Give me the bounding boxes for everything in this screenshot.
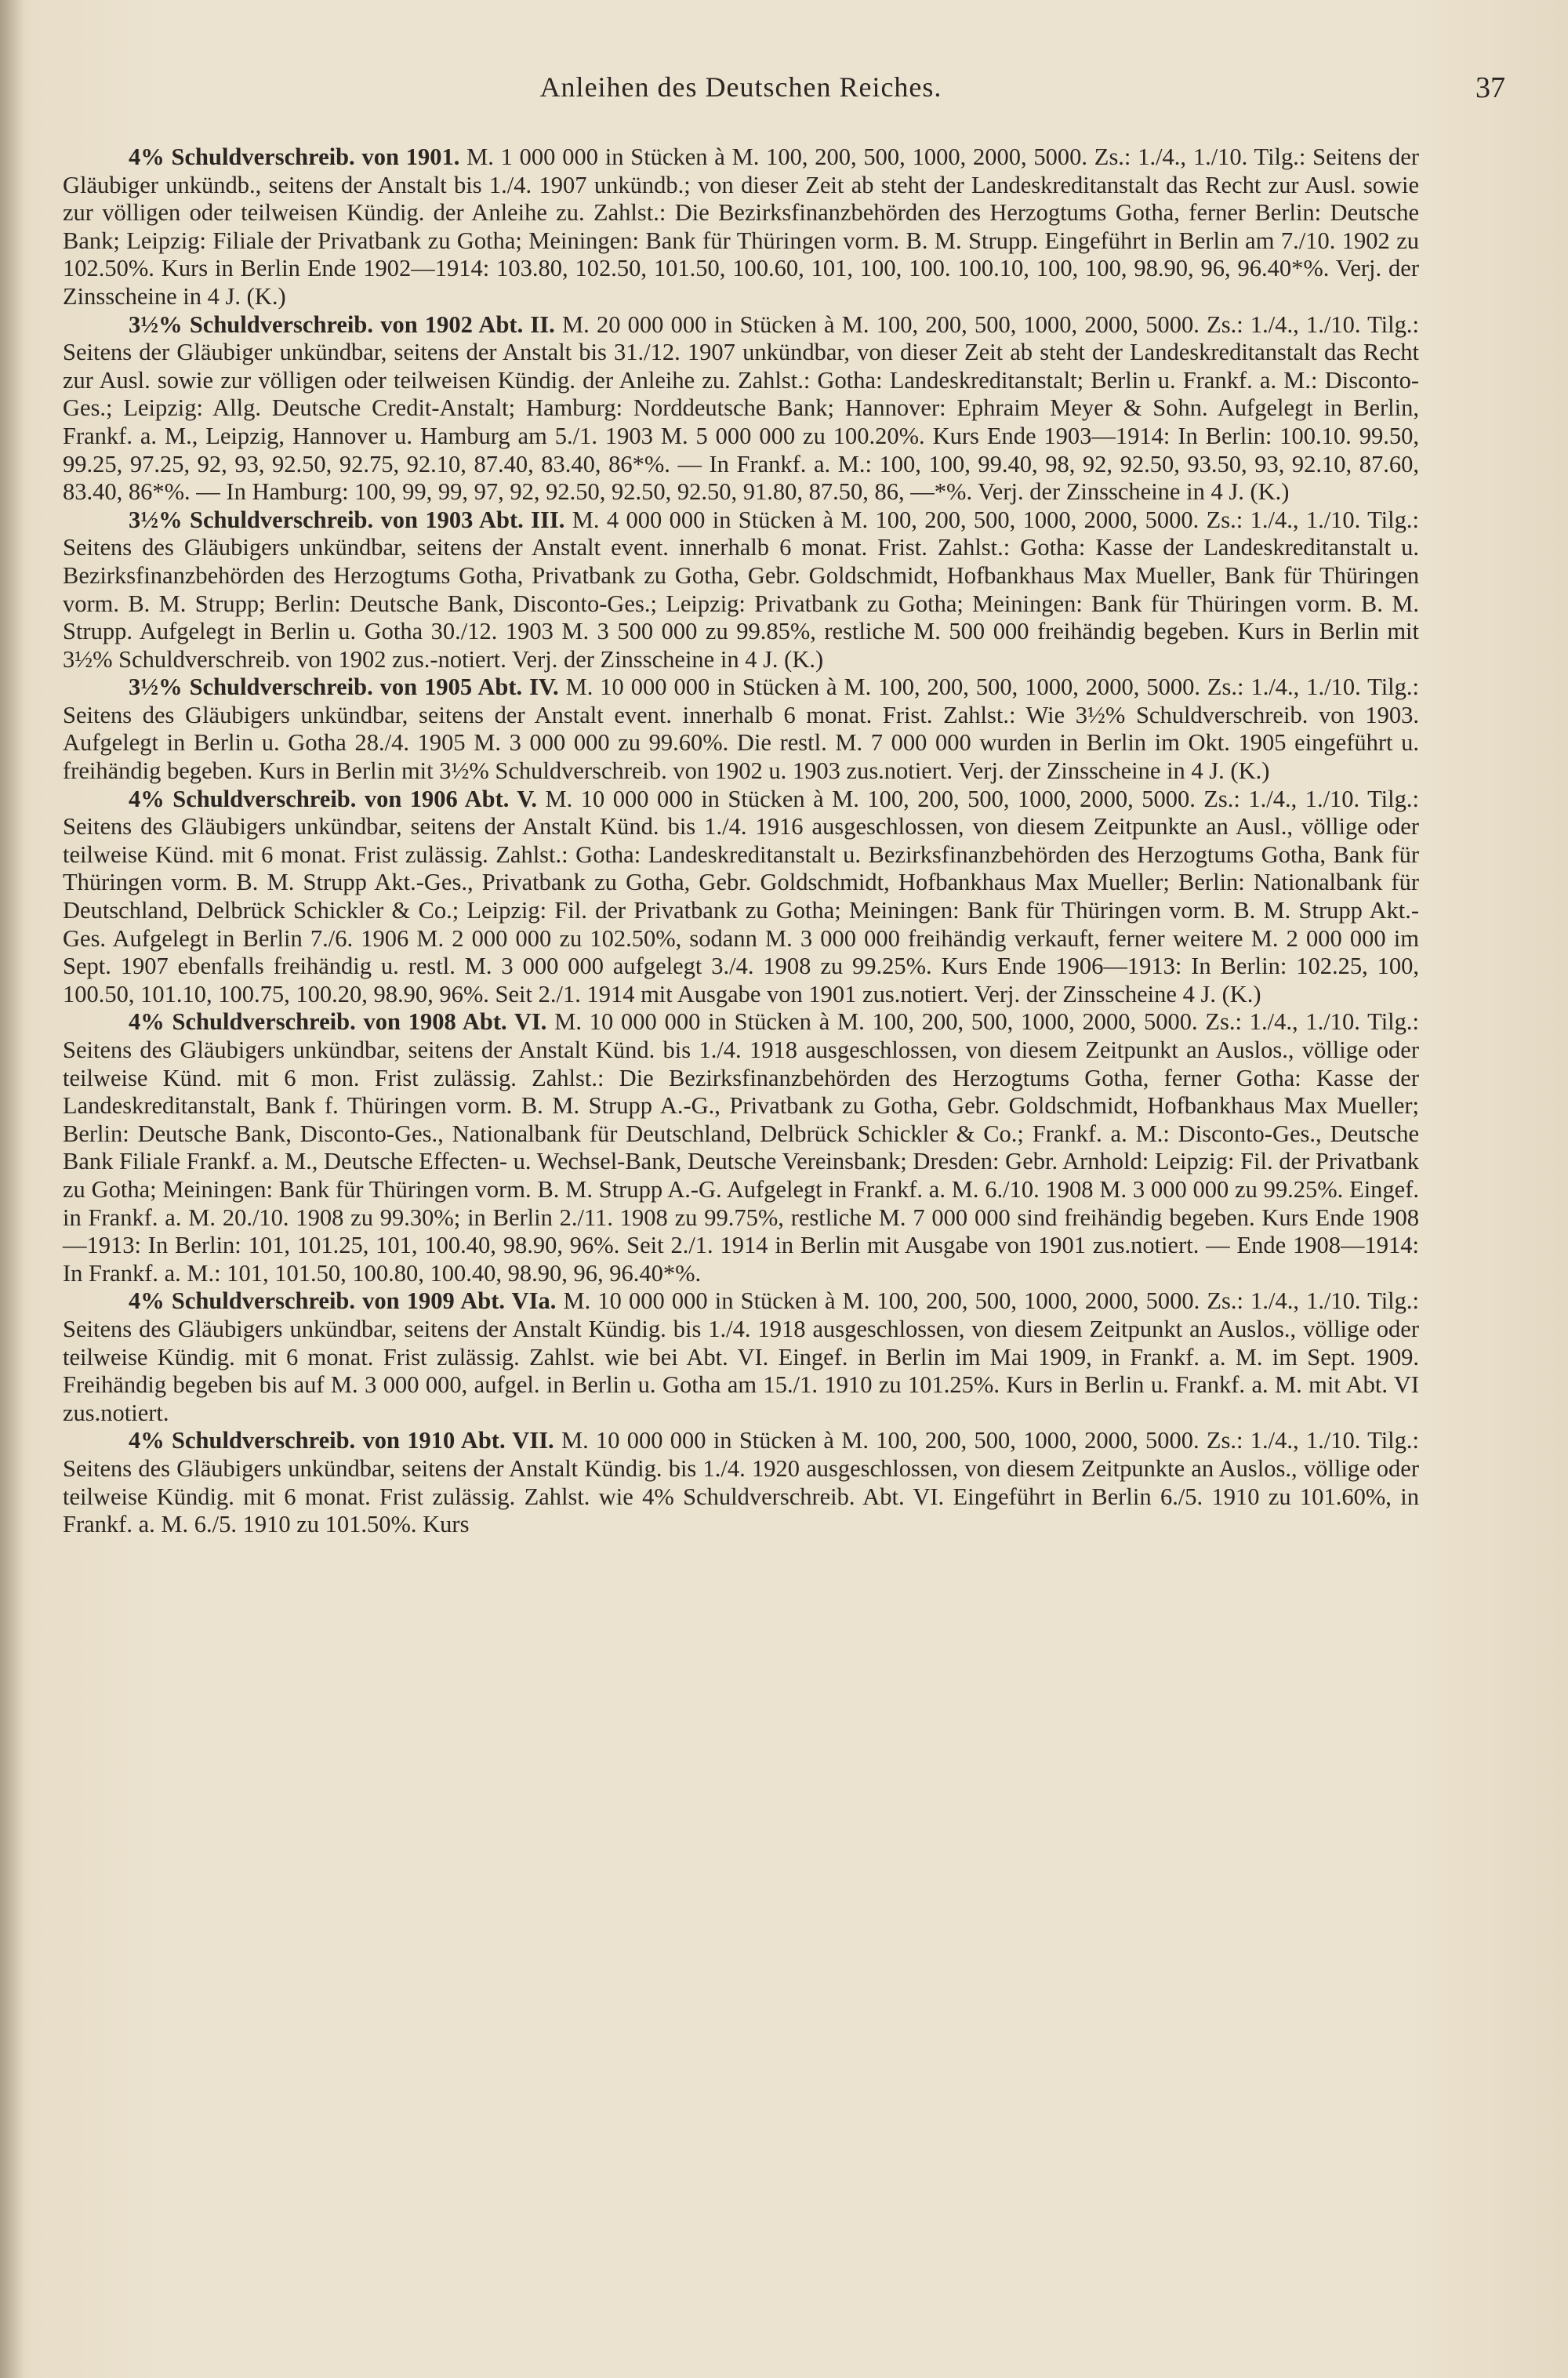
entry-text: M. 20 000 000 in Stücken à M. 100, 200, 500, 1000, 2000, 5000. Zs.: 1./4., 1./10. Tilg.: Seitens der Gläubiger unkündbar, seitens der Anstalt bis 31./12. 1907 unkündbar, von dieser Zeit ab steht der Landeskreditanstalt das Recht zur Ausl. sowie zur völligen oder teilweisen Kündig. der Anleihe zu. Zahlst.: Gotha: Landeskreditanstalt; Berlin u. Frankf. a. M.: Disconto-Ges.; Leipzig: Allg. Deutsche Credit-Anstalt; Hamburg: Norddeutsche Bank; Hannover: Ephraim Meyer & Sohn. Aufgelegt in Berlin, Frankf. a. M., Leipzig, Hannover u. Hamburg am 5./1. 1903 M. 5 000 000 zu 100.20%. Kurs Ende 1903—1914: In Berlin: 100.10. 99.50, 99.25, 97.25, 92, 93, 92.50, 92.75, 92.10, 87.40, 83.40, 86*%. — In Frankf. a. M.: 100, 100, 99.40, 98, 92, 92.50, 93.50, 93, 92.10, 87.60, 83.40, 86*%. — In Hamburg: 100, 99, 99, 97, 92, 92.50, 92.50, 92.50, 91.80, 87.50, 86, —*%. Verj. der Zinsscheine in 4 J. (K.) <box>63 310 1419 506</box>
page-number: 37 <box>1475 71 1505 104</box>
entry-heading: 3½% Schuldverschreib. von 1902 Abt. II. <box>129 310 555 338</box>
page-body <box>63 143 1419 1539</box>
running-title: Anleihen des Deutschen Reiches. <box>539 71 942 103</box>
entry-1910-abt-7 <box>63 1427 1419 1538</box>
entry-text: M. 1 000 000 in Stücken à M. 100, 200, 500, 1000, 2000, 5000. Zs.: 1./4., 1./10. Tilg.: Seitens der Gläubiger unkündb., seitens der Anstalt bis 1./4. 1907 unkündb.; von dieser Zeit ab steht der Landeskreditanstalt das Recht zur Ausl. sowie zur völligen oder teilweisen Kündig. der Anleihe zu. Zahlst.: Die Bezirksfinanzbehörden des Herzogtums Gotha, ferner Berlin: Deutsche Bank; Leipzig: Filiale der Privatbank zu Gotha; Meiningen: Bank für Thüringen vorm. B. M. Strupp. Eingeführt in Berlin am 7./10. 1902 zu 102.50%. Kurs in Berlin Ende 1902—1914: 103.80, 102.50, 101.50, 100.60, 101, 100, 100. 100.10, 100, 100, 98.90, 96, 96.40*%. Verj. der Zinsscheine in 4 J. (K.) <box>63 143 1419 310</box>
entry-text: M. 10 000 000 in Stücken à M. 100, 200, 500, 1000, 2000, 5000. Zs.: 1./4., 1./10. Tilg.: Seitens des Gläubigers unkündbar, seitens der Anstalt Künd. bis 1./4. 1918 ausgeschlossen, von diesem Zeitpunkt an Auslos., völlige oder teilweise Künd. mit 6 mon. Frist zulässig. Zahlst.: Die Bezirksfinanzbehörden des Herzogtums Gotha, ferner Gotha: Kasse der Landeskreditanstalt, Bank f. Thüringen vorm. B. M. Strupp A.-G., Privatbank zu Gotha, Gebr. Goldschmidt, Hofbankhaus Max Mueller; Berlin: Deutsche Bank, Disconto-Ges., Nationalbank für Deutschland, Delbrück Schickler & Co.; Frankf. a. M.: Disconto-Ges., Deutsche Bank Filiale Frankf. a. M., Deutsche Effecten- u. Wechsel-Bank, Deutsche Vereinsbank; Dresden: Gebr. Arnhold: Leipzig: Fil. der Privatbank zu Gotha; Meiningen: Bank für Thüringen vorm. B. M. Strupp A.-G. Aufgelegt in Frankf. a. M. 6./10. 1908 M. 3 000 000 zu 99.25%. Eingef. in Frankf. a. M. 20./10. 1908 zu 99.30%; in Berlin 2./11. 1908 zu 99.75%, restliche M. 7 000 000 sind freihändig begeben. Kurs Ende 1908—1913: In Berlin: 101, 101.25, 101, 100.40, 98.90, 96%. Seit 2./1. 1914 in Berlin mit Ausgabe von 1901 zus.notiert. — Ende 1908—1914: In Frankf. a. M.: 101, 101.50, 100.80, 100.40, 98.90, 96, 96.40*%. <box>63 1008 1419 1287</box>
entry-text: M. 10 000 000 in Stücken à M. 100, 200, 500, 1000, 2000, 5000. Zs.: 1./4., 1./10. Tilg.: Seitens des Gläubigers unkündbar, seitens der Anstalt event. innerhalb 6 monat. Frist. Zahlst.: Wie 3½% Schuldverschreib. von 1903. Aufgelegt in Berlin u. Gotha 28./4. 1905 M. 3 000 000 zu 99.60%. Die restl. M. 7 000 000 wurden in Berlin im Okt. 1905 eingeführt u. freihändig begeben. Kurs in Berlin mit 3½% Schuldverschreib. von 1902 u. 1903 zus.notiert. Verj. der Zinsscheine in 4 J. (K.) <box>63 673 1419 785</box>
entry-1905-abt-4 <box>63 673 1419 785</box>
entry-heading: 4% Schuldverschreib. von 1906 Abt. V. <box>129 785 538 812</box>
entry-heading: 4% Schuldverschreib. von 1910 Abt. VII. <box>129 1427 554 1454</box>
entry-1906-abt-5 <box>63 786 1419 1009</box>
entry-1901 <box>63 143 1419 311</box>
entry-1908-abt-6 <box>63 1008 1419 1287</box>
entry-text: M. 10 000 000 in Stücken à M. 100, 200, 500, 1000, 2000, 5000. Zs.: 1./4., 1./10. Tilg.: Seitens des Gläubigers unkündbar, seitens der Anstalt Kündig. bis 1./4. 1918 ausgeschlossen, von diesem Zeitpunkt an Auslos., völlige oder teilweise Kündig. mit 6 monat. Frist zulässig. Zahlst. wie bei Abt. VI. Eingef. in Berlin im Mai 1909, in Frankf. a. M. im Sept. 1909. Freihändig begeben bis auf M. 3 000 000, aufgel. in Berlin u. Gotha am 15./1. 1910 zu 101.25%. Kurs in Berlin u. Frankf. a. M. mit Abt. VI zus.notiert. <box>63 1287 1419 1426</box>
entry-1903-abt-3 <box>63 506 1419 674</box>
entry-text: M. 10 000 000 in Stücken à M. 100, 200, 500, 1000, 2000, 5000. Zs.: 1./4., 1./10. Tilg.: Seitens des Gläubigers unkündbar, seitens der Anstalt Kündig. bis 1./4. 1920 ausgeschlossen, von diesem Zeitpunkte an Auslos., völlige oder teilweise Kündig. mit 6 monat. Frist zulässig. Zahlst. wie 4% Schuldverschreib. Abt. VI. Eingeführt in Berlin 6./5. 1910 zu 101.60%, in Frankf. a. M. 6./5. 1910 zu 101.50%. Kurs <box>63 1427 1419 1538</box>
entry-1902-abt-2 <box>63 311 1419 506</box>
entry-heading: 4% Schuldverschreib. von 1908 Abt. VI. <box>129 1008 547 1036</box>
page-header <box>63 64 1505 111</box>
entry-heading: 4% Schuldverschreib. von 1909 Abt. VIa. <box>129 1287 557 1315</box>
entry-1909-abt-6a <box>63 1287 1419 1427</box>
entry-text: M. 4 000 000 in Stücken à M. 100, 200, 500, 1000, 2000, 5000. Zs.: 1./4., 1./10. Tilg.: Seitens des Gläubigers unkündbar, seitens der Anstalt event. innerhalb 6 monat. Frist. Zahlst.: Gotha: Kasse der Landeskreditanstalt u. Bezirksfinanzbehörden des Herzogtums Gotha, Privatbank zu Gotha, Gebr. Goldschmidt, Hofbankhaus Max Mueller, Bank für Thüringen vorm. B. M. Strupp; Berlin: Deutsche Bank, Disconto-Ges.; Leipzig: Privatbank zu Gotha; Meiningen: Bank für Thüringen vorm. B. M. Strupp. Aufgelegt in Berlin u. Gotha 30./12. 1903 M. 3 500 000 zu 99.85%, restliche M. 500 000 freihändig begeben. Kurs in Berlin mit 3½% Schuldverschreib. von 1902 zus.-notiert. Verj. der Zinsscheine in 4 J. (K.) <box>63 506 1419 673</box>
entry-text: M. 10 000 000 in Stücken à M. 100, 200, 500, 1000, 2000, 5000. Zs.: 1./4., 1./10. Tilg.: Seitens des Gläubigers unkündbar, seitens der Anstalt Künd. bis 1./4. 1916 ausgeschlossen, von diesem Zeitpunkte an Ausl., völlige oder teilweise Künd. mit 6 monat. Frist zulässig. Zahlst.: Gotha: Landeskreditanstalt u. Bezirksfinanzbehörden des Herzogtums Gotha, Bank für Thüringen vorm. B. M. Strupp Akt.-Ges., Privatbank zu Gotha, Gebr. Goldschmidt, Hofbankhaus Max Mueller; Berlin: Nationalbank für Deutschland, Delbrück Schickler & Co.; Leipzig: Fil. der Privatbank zu Gotha; Meiningen: Bank für Thüringen vorm. B. M. Strupp Akt.-Ges. Aufgelegt in Berlin 7./6. 1906 M. 2 000 000 zu 102.50%, sodann M. 3 000 000 freihändig verkauft, ferner weitere M. 2 000 000 im Sept. 1907 ebenfalls freihändig u. restl. M. 3 000 000 aufgelegt 3./4. 1908 zu 99.25%. Kurs Ende 1906—1913: In Berlin: 102.25, 100, 100.50, 101.10, 100.75, 100.20, 98.90, 96%. Seit 2./1. 1914 mit Ausgabe von 1901 zus.notiert. Verj. der Zinsscheine 4 J. (K.) <box>63 785 1419 1007</box>
entry-heading: 3½% Schuldverschreib. von 1903 Abt. III. <box>129 506 565 533</box>
entry-heading: 3½% Schuldverschreib. von 1905 Abt. IV. <box>129 673 559 701</box>
spine-shadow <box>0 0 24 2378</box>
entry-heading: 4% Schuldverschreib. von 1901. <box>129 143 460 170</box>
